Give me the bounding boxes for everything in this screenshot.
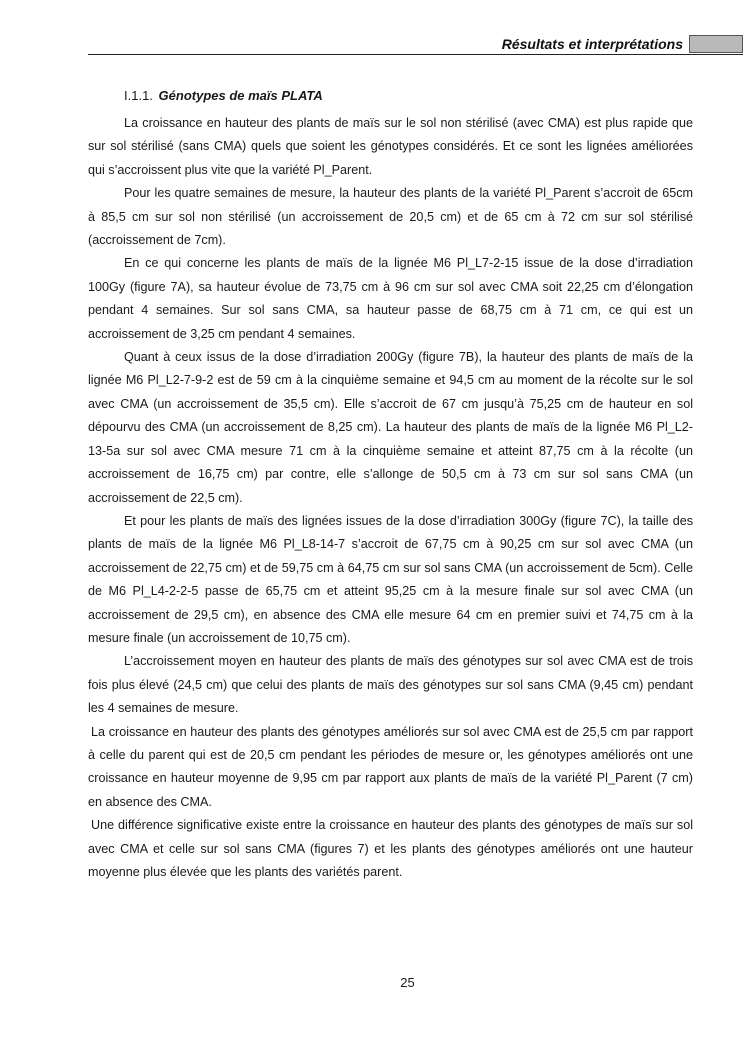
header-decoration-box: [689, 35, 743, 53]
section-title: Génotypes de maïs PLATA: [158, 88, 323, 103]
paragraph: En ce qui concerne les plants de maïs de la lignée M6 Pl_L7-2-15 issue de la dose d’irradiation 100Gy (figure 7A), sa hauteur évolue de 73,75 cm à 96 cm sur sol avec CMA soit 22,25 cm d’élongation pendant 4 semaines. Sur sol sans CMA, sa hauteur passe de 68,75 cm à 71 cm, ce qui est un accroissement de 3,25 cm pendant 4 semaines.: [88, 256, 693, 341]
paragraph: Une différence significative existe entre la croissance en hauteur des plants des génotypes de maïs sur sol avec CMA et celle sur sol sans CMA (figures 7) et les plants des génotypes améliorés ont une hauteur moyenne plus élevée que les plants des variétés parent.: [88, 818, 693, 879]
header-title: Résultats et interprétations: [501, 36, 683, 52]
paragraph: Pour les quatre semaines de mesure, la hauteur des plants de la variété Pl_Parent s’accroit de 65cm à 85,5 cm sur sol non stérilisé (un accroissement de 20,5 cm) et de 65 cm à 72 cm sur sol stérilisé (accroissement de 7cm).: [88, 186, 693, 248]
paragraph: Et pour les plants de maïs des lignées issues de la dose d’irradiation 300Gy (figure 7C), la taille des plants de maïs de la lignée M6 Pl_L8-14-7 s’accroit de 67,75 cm à 90,25 cm sur sol avec CMA (un accroissement de 22,75 cm) et de 59,75 cm à 64,75 cm sur sol sans CMA (un accroissement de 5cm). Celle de M6 Pl_L4-2-2-5 passe de 65,75 cm et atteint 95,25 cm à la mesure finale sur sol avec CMA (un accroissement de 29,5 cm), en absence des CMA elle mesure 64 cm en premier suivi et 74,75 cm à la mesure finale (un accroissement de 10,75 cm).: [88, 513, 693, 645]
section-heading: [124, 88, 323, 103]
page-number: 25: [400, 975, 415, 990]
page-header: [0, 34, 745, 56]
paragraph: La croissance en hauteur des plants des génotypes améliorés sur sol avec CMA est de 25,5 cm par rapport à celle du parent qui est de 20,5 cm pendant les périodes de mesure or, les génotypes améliorés ont une croissance en hauteur moyenne de 9,95 cm par rapport aux plants de maïs de la variété Pl_Parent (7 cm) en absence des CMA.: [88, 724, 693, 809]
body-text: [88, 112, 693, 884]
paragraph: La croissance en hauteur des plants de maïs sur le sol non stérilisé (avec CMA) est plus rapide que sur sol stérilisé (sans CMA) quels que soient les génotypes considérés. Et ce sont les lignées améliorées qui s’accroissent plus vite que la variété Pl_Parent.: [88, 116, 693, 177]
section-number: I.1.1.: [124, 88, 153, 103]
paragraph: Quant à ceux issus de la dose d’irradiation 200Gy (figure 7B), la hauteur des plants de maïs de la lignée M6 Pl_L2-7-9-2 est de 59 cm à la cinquième semaine et 94,5 cm au moment de la récolte sur le sol avec CMA (un accroissement de 35,5 cm). Elle s’accroit de 67 cm jusqu’à 75,25 cm de hauteur en sol dépourvu des CMA (un accroissement de 8,25 cm). La hauteur des plants de maïs de la lignée M6 Pl_L2-13-5a sur sol avec CMA mesure 71 cm à la cinquième semaine et atteint 87,75 cm à la récolte (un accroissement de 16,75 cm) par contre, elle s’allonge de 50,5 cm à 73 cm sur sol sans CMA (un accroissement de 22,5 cm).: [88, 350, 693, 505]
header-rule: [88, 54, 743, 55]
paragraph: L’accroissement moyen en hauteur des plants de maïs des génotypes sur sol avec CMA est de trois fois plus élevé (24,5 cm) que celui des plants de maïs des génotypes sur sol sans CMA (9,45 cm) pendant les 4 semaines de mesure.: [88, 654, 693, 716]
